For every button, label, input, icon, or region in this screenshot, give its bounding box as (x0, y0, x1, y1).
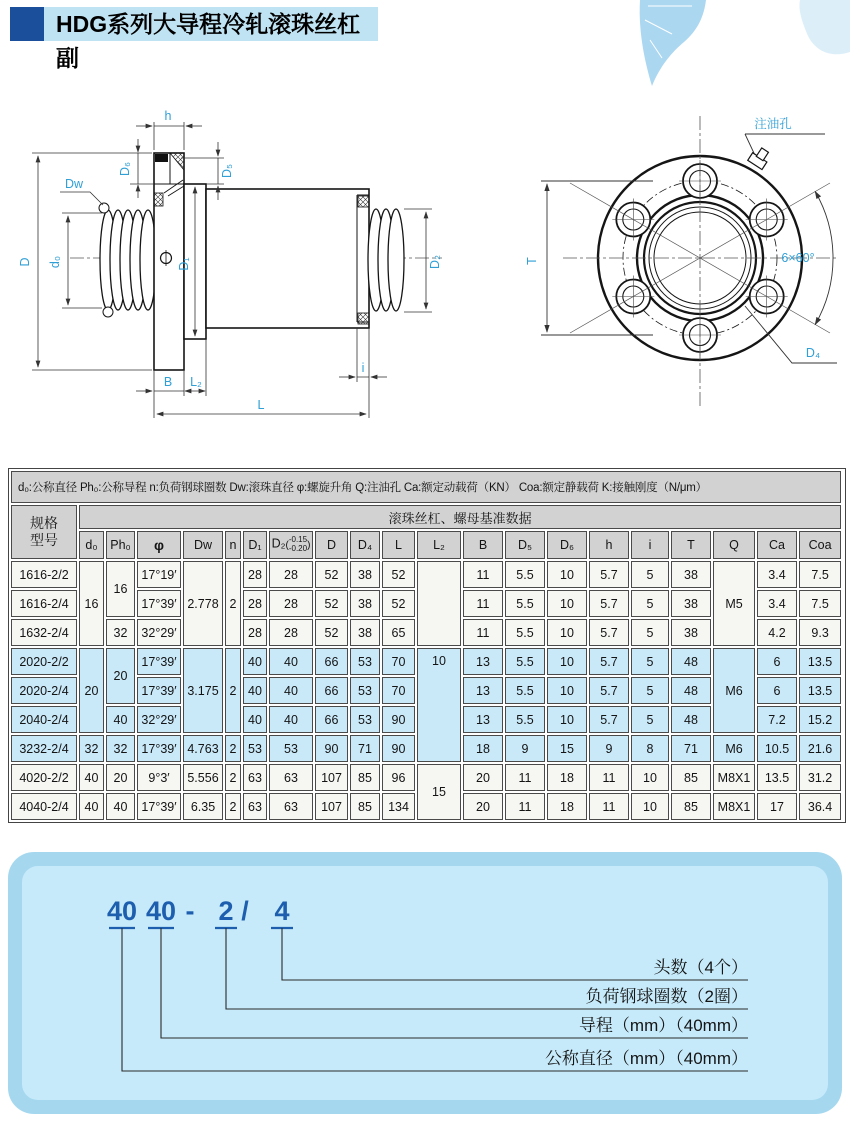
cell-model: 2040-2/4 (11, 706, 77, 733)
cell-i: 10 (631, 764, 669, 791)
cell-d4: 53 (350, 706, 380, 733)
cell-i: 5 (631, 648, 669, 675)
cell-d5: 11 (505, 764, 545, 791)
cell-d5: 11 (505, 793, 545, 820)
cell-coa: 13.5 (799, 648, 841, 675)
cell-d4: 71 (350, 735, 380, 762)
cell-model: 4020-2/2 (11, 764, 77, 791)
screw-and-nut-outline (99, 153, 404, 370)
cell-d5: 5.5 (505, 648, 545, 675)
cell-model: 1632-2/4 (11, 619, 77, 646)
cell-d: 66 (315, 677, 348, 704)
col-header-d6: D₆ (547, 531, 587, 559)
cell-ca: 6 (757, 677, 797, 704)
cell-q: M6 (713, 735, 755, 762)
cell-d6: 10 (547, 706, 587, 733)
col-header-q: Q (713, 531, 755, 559)
cell-d4: 53 (350, 677, 380, 704)
cell-d: 107 (315, 793, 348, 820)
cell-coa: 15.2 (799, 706, 841, 733)
cell-phi: 17°39′ (137, 735, 181, 762)
cell-d5: 5.5 (505, 619, 545, 646)
spec-table (9, 469, 843, 822)
cell-l2: 15 (417, 764, 461, 820)
dim-label-h: h (164, 109, 172, 123)
cell-d6: 15 (547, 735, 587, 762)
cell-coa: 9.3 (799, 619, 841, 646)
cell-d1: 28 (243, 561, 267, 588)
front-view-drawing (505, 106, 839, 418)
cell-b: 11 (463, 561, 503, 588)
cell-coa: 13.5 (799, 677, 841, 704)
dim-label-L2: L₂ (190, 375, 202, 389)
page-title-bar (44, 7, 378, 71)
cell-d: 52 (315, 561, 348, 588)
cell-d0: 40 (79, 764, 104, 791)
cell-d1: 40 (243, 648, 267, 675)
cell-q: M8X1 (713, 764, 755, 791)
cell-n: 2 (225, 561, 241, 646)
cell-dw: 5.556 (183, 764, 223, 791)
dim-label-D1: D₁ (177, 257, 191, 271)
cell-ca: 17 (757, 793, 797, 820)
cell-h: 11 (589, 793, 629, 820)
world-map-graphic (588, 0, 850, 88)
col-header-coa: Coa (799, 531, 841, 559)
cell-i: 5 (631, 590, 669, 617)
col-header-d0: d₀ (79, 531, 104, 559)
bolt-pattern-label: 6×60° (781, 251, 815, 265)
cell-d2: 63 (269, 764, 313, 791)
side-view-drawing (18, 92, 452, 426)
cell-ph0: 20 (106, 648, 135, 704)
cell-ca: 6 (757, 648, 797, 675)
cell-t: 38 (671, 561, 711, 588)
cell-d5: 5.5 (505, 677, 545, 704)
spec-table-frame (8, 468, 846, 823)
oil-nipple (748, 145, 772, 169)
cell-d: 52 (315, 619, 348, 646)
cell-d1: 53 (243, 735, 267, 762)
cell-phi: 17°19′ (137, 561, 181, 588)
cell-d0: 20 (79, 648, 104, 733)
table-row (11, 561, 841, 588)
cell-l: 52 (382, 590, 415, 617)
cell-d: 66 (315, 648, 348, 675)
code-part-dash: - (185, 896, 195, 926)
cell-q: M8X1 (713, 793, 755, 820)
cell-d0: 16 (79, 561, 104, 646)
model-code-panel (22, 866, 828, 1100)
col-header-b: B (463, 531, 503, 559)
dim-label-d0: d₀ (48, 255, 62, 269)
cell-l: 134 (382, 793, 415, 820)
cell-l2 (417, 561, 461, 646)
cell-ca: 3.4 (757, 561, 797, 588)
cell-t: 48 (671, 706, 711, 733)
code-part-diameter: 40 (106, 896, 138, 926)
callout-lead: 导程（mm）（40mm） (578, 1016, 748, 1035)
col-header-n: n (225, 531, 241, 559)
cell-dw: 4.763 (183, 735, 223, 762)
cell-dw: 2.778 (183, 561, 223, 646)
ball-circle (103, 307, 113, 317)
dim-label-D6: D₆ (118, 161, 132, 177)
cell-d: 107 (315, 764, 348, 791)
cell-b: 11 (463, 590, 503, 617)
cell-h: 5.7 (589, 648, 629, 675)
cell-h: 5.7 (589, 706, 629, 733)
cell-t: 48 (671, 648, 711, 675)
callout-circuits: 负荷钢球圈数（2圈） (585, 987, 748, 1006)
cell-dw: 3.175 (183, 648, 223, 733)
cell-t: 85 (671, 764, 711, 791)
cell-model: 3232-2/4 (11, 735, 77, 762)
group-header: 滚珠丝杠、螺母基准数据 (79, 505, 841, 529)
cell-ca: 10.5 (757, 735, 797, 762)
cell-b: 20 (463, 764, 503, 791)
cell-phi: 17°39′ (137, 793, 181, 820)
cell-h: 5.7 (589, 619, 629, 646)
cell-b: 20 (463, 793, 503, 820)
cell-d1: 40 (243, 706, 267, 733)
cell-d6: 18 (547, 764, 587, 791)
code-part-lead: 40 (145, 896, 177, 926)
cell-d2: 28 (269, 619, 313, 646)
cell-coa: 7.5 (799, 561, 841, 588)
cell-h: 11 (589, 764, 629, 791)
cell-i: 10 (631, 793, 669, 820)
cell-model: 1616-2/4 (11, 590, 77, 617)
col-header-model: 规格 型号 (11, 505, 77, 559)
callout-labels (545, 958, 748, 1068)
dim-label-i: i (361, 361, 365, 375)
model-code-parts (107, 896, 293, 928)
cell-i: 5 (631, 561, 669, 588)
cell-i: 5 (631, 677, 669, 704)
cell-t: 48 (671, 677, 711, 704)
oil-hole-label: 注油孔 (754, 117, 792, 131)
page-title: HDG系列大导程冷轧滚珠丝杠副 (56, 11, 361, 71)
cell-dw: 6.35 (183, 793, 223, 820)
code-part-starts: 4 (274, 896, 290, 926)
cell-t: 85 (671, 793, 711, 820)
cell-d6: 10 (547, 619, 587, 646)
dim-label-D4: D₄ (805, 346, 821, 360)
cell-b: 18 (463, 735, 503, 762)
cell-phi: 17°39′ (137, 590, 181, 617)
callout-diameter: 公称直径（mm）（40mm） (544, 1049, 748, 1068)
map-continent-shape-2 (799, 0, 850, 54)
cell-b: 13 (463, 706, 503, 733)
cell-n: 2 (225, 793, 241, 820)
cell-h: 5.7 (589, 677, 629, 704)
cell-d4: 53 (350, 648, 380, 675)
cell-t: 38 (671, 590, 711, 617)
cell-b: 13 (463, 648, 503, 675)
cell-ph0: 32 (106, 735, 135, 762)
cell-d6: 10 (547, 677, 587, 704)
cell-coa: 31.2 (799, 764, 841, 791)
dim-label-D2: D₂ (428, 255, 442, 269)
cell-ph0: 40 (106, 793, 135, 820)
cell-q: M6 (713, 648, 755, 733)
cell-d2: 53 (269, 735, 313, 762)
model-code-box (8, 852, 842, 1114)
cell-coa: 36.4 (799, 793, 841, 820)
code-part-slash: / (241, 896, 249, 926)
cell-i: 8 (631, 735, 669, 762)
cell-d1: 63 (243, 764, 267, 791)
col-header-ph0: Ph₀ (106, 531, 135, 559)
cell-d2: 40 (269, 706, 313, 733)
cell-d1: 40 (243, 677, 267, 704)
cell-d: 90 (315, 735, 348, 762)
cell-d: 52 (315, 590, 348, 617)
cell-d2: 40 (269, 677, 313, 704)
cell-d5: 5.5 (505, 706, 545, 733)
cell-d2: 63 (269, 793, 313, 820)
cell-d4: 38 (350, 619, 380, 646)
col-header-phi: φ (137, 531, 181, 559)
cell-d: 66 (315, 706, 348, 733)
cell-d2: 40 (269, 648, 313, 675)
cell-ph0: 20 (106, 764, 135, 791)
cell-d5: 9 (505, 735, 545, 762)
cell-i: 5 (631, 706, 669, 733)
cell-h: 9 (589, 735, 629, 762)
cell-h: 5.7 (589, 590, 629, 617)
col-header-l: L (382, 531, 415, 559)
cell-ca: 13.5 (757, 764, 797, 791)
cell-d1: 28 (243, 619, 267, 646)
cell-d6: 10 (547, 590, 587, 617)
col-header-d2: D₂ ( -0.15 -0.20 ) (269, 531, 313, 559)
cell-b: 11 (463, 619, 503, 646)
dim-label-D: D (18, 257, 32, 267)
table-row (11, 648, 841, 675)
dim-label-T: T (525, 257, 539, 265)
table-column-header-row (11, 531, 841, 559)
wiper-hatch (154, 193, 163, 206)
cell-l: 90 (382, 735, 415, 762)
cell-t: 38 (671, 619, 711, 646)
cell-n: 2 (225, 648, 241, 733)
cell-d6: 18 (547, 793, 587, 820)
dim-label-B: B (163, 375, 173, 389)
model-code-diagram (22, 866, 828, 1100)
cell-coa: 7.5 (799, 590, 841, 617)
map-continent-shape (640, 0, 706, 86)
cell-coa: 21.6 (799, 735, 841, 762)
cell-d5: 5.5 (505, 561, 545, 588)
cell-d1: 28 (243, 590, 267, 617)
cell-d6: 10 (547, 561, 587, 588)
cell-phi: 9°3′ (137, 764, 181, 791)
col-header-h: h (589, 531, 629, 559)
cell-d4: 38 (350, 561, 380, 588)
table-row (11, 764, 841, 791)
callout-starts: 头数（4个） (653, 958, 748, 977)
cell-h: 5.7 (589, 561, 629, 588)
col-header-d1: D₁ (243, 531, 267, 559)
cell-d6: 10 (547, 648, 587, 675)
cell-l: 70 (382, 677, 415, 704)
cell-d0: 40 (79, 793, 104, 820)
cell-phi: 17°39′ (137, 677, 181, 704)
cell-l: 65 (382, 619, 415, 646)
cell-n: 2 (225, 735, 241, 762)
cell-d1: 63 (243, 793, 267, 820)
dim-label-D5: D₅ (220, 163, 234, 179)
seal-hatch (358, 196, 369, 207)
col-header-dw: Dw (183, 531, 223, 559)
cell-d4: 85 (350, 793, 380, 820)
ball-circle (99, 203, 109, 213)
cell-model: 2020-2/2 (11, 648, 77, 675)
cell-l2: 10 (417, 648, 461, 762)
dim-label-L: L (257, 398, 265, 412)
cell-model: 4040-2/4 (11, 793, 77, 820)
cell-t: 71 (671, 735, 711, 762)
cell-ph0: 32 (106, 619, 135, 646)
cell-d0: 32 (79, 735, 104, 762)
cell-phi: 17°39′ (137, 648, 181, 675)
cell-d4: 85 (350, 764, 380, 791)
code-part-circuits: 2 (218, 896, 234, 926)
legend-text: d₀:公称直径 Ph₀:公称导程 n:负荷钢球圈数 Dw:滚珠直径 φ:螺旋升角 Q:注油孔 Ca:额定动载荷（KN） Coa:额定静载荷 K:接触刚度（N/μm） (11, 471, 841, 503)
col-header-d5: D₅ (505, 531, 545, 559)
cell-i: 5 (631, 619, 669, 646)
col-header-ca: Ca (757, 531, 797, 559)
col-header-t: T (671, 531, 711, 559)
table-group-header-row (11, 505, 841, 529)
header-accent-square (10, 7, 44, 41)
cell-model: 1616-2/2 (11, 561, 77, 588)
cell-d5: 5.5 (505, 590, 545, 617)
cell-l: 96 (382, 764, 415, 791)
cell-phi: 32°29′ (137, 706, 181, 733)
col-header-i: i (631, 531, 669, 559)
cell-l: 52 (382, 561, 415, 588)
cell-ca: 7.2 (757, 706, 797, 733)
col-header-l2: L₂ (417, 531, 461, 559)
cell-l: 90 (382, 706, 415, 733)
cell-ca: 3.4 (757, 590, 797, 617)
cell-model: 2020-2/4 (11, 677, 77, 704)
cell-l: 70 (382, 648, 415, 675)
col-header-d4: D₄ (350, 531, 380, 559)
cell-d4: 38 (350, 590, 380, 617)
seal-hatch (358, 313, 369, 324)
cell-q: M5 (713, 561, 755, 646)
cell-ca: 4.2 (757, 619, 797, 646)
cell-n: 2 (225, 764, 241, 791)
table-legend-row (11, 471, 841, 503)
dim-label-Dw: Dw (64, 177, 84, 191)
cell-b: 13 (463, 677, 503, 704)
col-header-d: D (315, 531, 348, 559)
cell-d2: 28 (269, 561, 313, 588)
cell-phi: 32°29′ (137, 619, 181, 646)
cell-ph0: 40 (106, 706, 135, 733)
cell-d2: 28 (269, 590, 313, 617)
cell-ph0: 16 (106, 561, 135, 617)
